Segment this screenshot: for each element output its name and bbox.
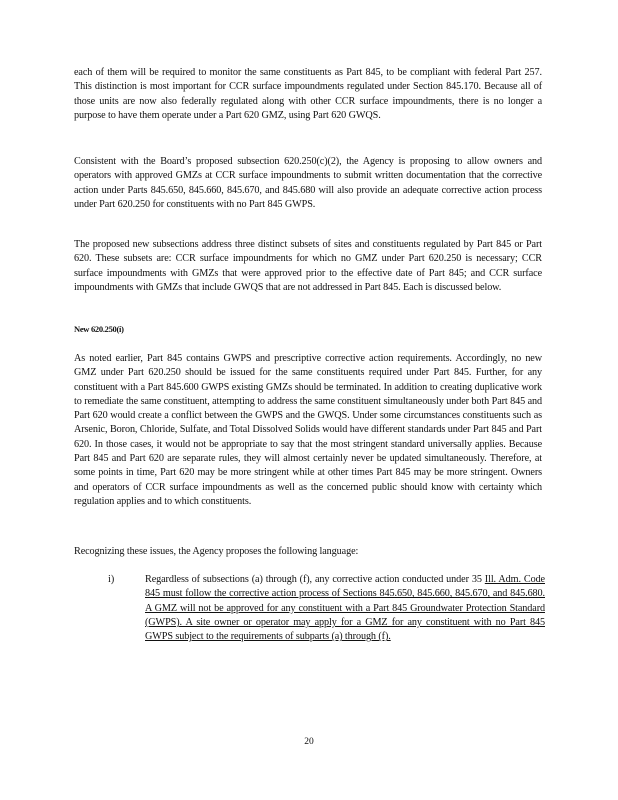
paragraph-three-subsets: The proposed new subsections address three distinct subsets of sites and constituents regulated by Part 845 or Part 620. These subsets are: CCR surface impoundments for which no GMZ under Part 620.250 is necessary; CCR surface impoundments with GMZs that were approved prior to the effective date of Part 845; and CCR surface impoundments with GMZs that include GWQS that are not addressed in Part 845. Each is discussed below.: [74, 239, 542, 293]
proposed-rule-underlined-text: Ill. Adm. Code 845 must follow the corrective action process of Sections 845.650, 845.660, 845.670, and 845.680. A GMZ will not be approved for any constituent with a Part 845 Groundwater Protection Standard (GWPS). A site owner or operator may apply for a GMZ for any constituent with no Part 845 GWPS subject to the requirements of subparts (a) through (f).: [145, 574, 545, 643]
paragraph-corrective-action-documentation: Consistent with the Board’s proposed subsection 620.250(c)(2), the Agency is proposing to allow owners and operators with approved GMZs at CCR surface impoundments to submit written documentation that the corrective action under Parts 845.650, 845.660, 845.670, and 845.680 will also provide an adequate corrective action process under Part 620.250 for constituents with no Part 845 GWPS.: [74, 156, 542, 210]
proposed-rule-item-label: i): [108, 574, 115, 585]
page-number: 20: [304, 737, 314, 747]
paragraph-gwps-conflict: As noted earlier, Part 845 contains GWPS and prescriptive corrective action requirements. Accordingly, no new GMZ under Part 620.250 should be issued for the same constituents required under Part 845. Further, for any constituent with a Part 845.600 GWPS existing GMZs should be terminated. In addition to creating duplicative work to remediate the same constituent, attempting to address the same constituent simultaneously under both Part 845 and Part 620 would create a conflict between the GWPS and the GWQS. Under some circumstances constituents such as Arsenic, Boron, Chloride, Sulfate, and Total Dissolved Solids would have different standards under Part 845 and Part 620. In those cases, it would not be appropriate to say that the most stringent standard universally applies. Because Part 845 and Part 620 are separate rules, they will almost certainly never be updated simultaneously. Therefore, at some points in time, Part 620 may be more stringent while at other times Part 845 may be more stringent. Owners and operators of CCR surface impoundments as well as the concerned public should know with certainty which regulation applies and to which constituents.: [74, 353, 542, 507]
proposed-rule-plain-text: Regardless of subsections (a) through (f), any corrective action conducted under 35: [145, 574, 482, 585]
paragraph-proposed-language-intro: Recognizing these issues, the Agency proposes the following language:: [74, 546, 359, 557]
section-heading: New 620.250(i): [74, 324, 124, 334]
proposed-rule-item-text: [145, 573, 545, 644]
paragraph-part-257-compliance: each of them will be required to monitor the same constituents as Part 845, to be compliant with federal Part 257. This distinction is most important for CCR surface impoundments regulated under Section 845.170. Because all of those units are now also federally regulated along with other CCR surface impoundments, there is no longer a purpose to have them operate under a Part 620 GMZ, using Part 620 GWQS.: [74, 67, 542, 121]
